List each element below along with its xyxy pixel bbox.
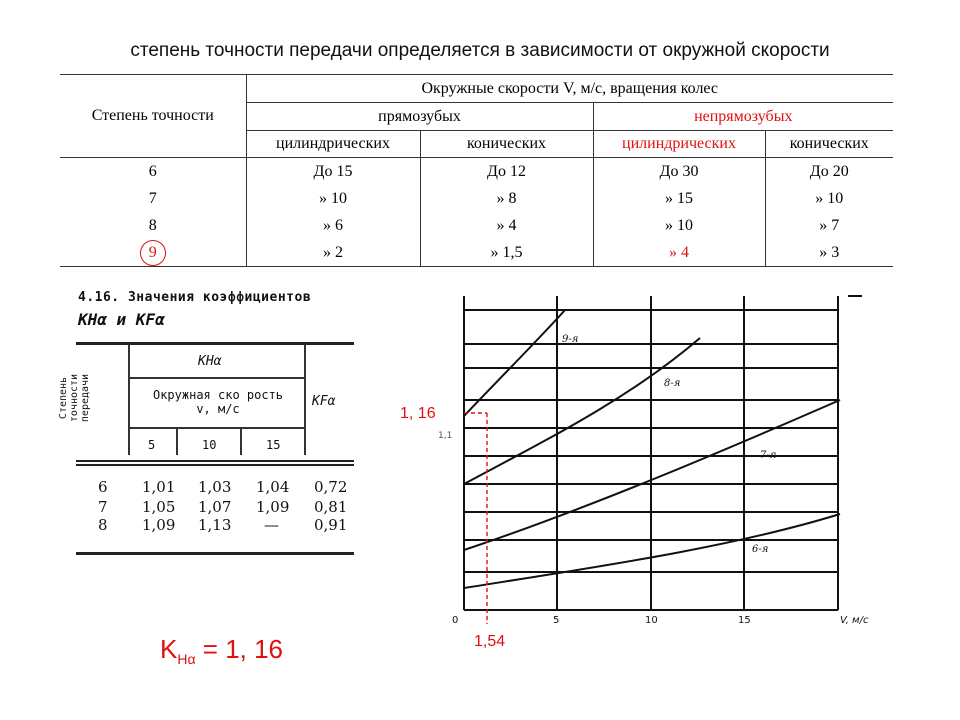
- con-non-v1: » 10: [815, 190, 844, 207]
- y-annotation: 1, 16: [400, 405, 436, 422]
- x-tick-10: 10: [645, 615, 658, 626]
- kh-graph: [400, 288, 900, 658]
- scan-grade-7: 7: [98, 498, 108, 516]
- scan-r0-v15: 1,04: [256, 478, 290, 496]
- grades-cell: [60, 158, 246, 267]
- col-con-nonstraight: [765, 158, 893, 267]
- con-straight-v3: » 1,5: [490, 244, 523, 261]
- scan-bottom-rule: [76, 552, 354, 555]
- x-annotation: 1,54: [474, 633, 506, 650]
- scan-hline-2: [128, 427, 304, 429]
- scan-r1-v15: 1,09: [256, 498, 290, 516]
- scanned-coefficient-table: [58, 288, 356, 558]
- col-con-straight: [420, 158, 593, 267]
- scan-r2-v5: 1,09: [142, 516, 176, 534]
- cyl-straight-v1: » 10: [319, 190, 347, 207]
- con-straight-v0: До 12: [487, 163, 526, 180]
- cyl-non-v0: До 30: [659, 163, 699, 180]
- scan-grade-8: 8: [98, 516, 108, 534]
- result-symbol: K: [160, 634, 178, 664]
- scan-r2-kf: 0,91: [314, 516, 348, 534]
- scan-vline-2: [304, 345, 306, 455]
- curve-label-9: 9-я: [562, 334, 579, 345]
- con-straight-v2: » 4: [496, 217, 517, 234]
- col-cyl-nonstraight: [593, 158, 765, 267]
- y-tick-fragment: 1,1: [438, 431, 453, 441]
- scan-caption-symbols: KHα и KFα: [78, 310, 165, 329]
- scan-speed-10: 10: [202, 438, 217, 452]
- cyl-nonstraight-header: цилиндрических: [593, 131, 765, 158]
- cyl-non-v1: » 15: [665, 190, 693, 207]
- x-axis-label: V, м/с: [840, 615, 869, 626]
- scan-r1-kf: 0,81: [314, 498, 348, 516]
- x-tick-15: 15: [738, 615, 751, 626]
- curve-label-7: 7-я: [760, 450, 777, 461]
- con-non-v0: До 20: [809, 163, 849, 180]
- cyl-straight-v0: До 15: [313, 163, 353, 180]
- scan-side-label: Степень точности передачи: [58, 373, 91, 423]
- result-value: = 1, 16: [195, 634, 284, 664]
- grade-7: 7: [148, 190, 157, 207]
- con-nonstraight-header: конических: [765, 131, 893, 158]
- straight-header: прямозубых: [246, 103, 593, 131]
- scan-r1-v10: 1,07: [198, 498, 232, 516]
- grade-9-circled: 9: [140, 240, 166, 266]
- nonstraight-header: непрямозубых: [593, 103, 893, 131]
- scan-speed-5: 5: [148, 438, 156, 452]
- grade-8: 8: [148, 217, 157, 234]
- col-cyl-straight: [246, 158, 420, 267]
- con-straight-v1: » 8: [496, 190, 517, 207]
- scan-hline-1: [128, 377, 304, 379]
- scan-r0-v5: 1,01: [142, 478, 176, 496]
- speed-table: [60, 74, 893, 267]
- grade-header: Степень точности: [60, 75, 246, 158]
- scan-kf-header: KFα: [312, 394, 336, 409]
- x-tick-0: 0: [452, 615, 459, 626]
- con-non-v2: » 7: [819, 217, 840, 234]
- scan-r0-v10: 1,03: [198, 478, 232, 496]
- scan-grade-6: 6: [98, 478, 108, 496]
- con-straight-header: конических: [420, 131, 593, 158]
- scan-vline-1: [128, 345, 130, 455]
- con-non-v3: » 3: [819, 244, 840, 261]
- scan-caption: 4.16. Значения коэффициентов: [78, 290, 312, 305]
- curve-8: [464, 338, 700, 484]
- cyl-non-v2: » 10: [665, 217, 693, 234]
- scan-top-rule: [76, 342, 354, 345]
- scan-r0-kf: 0,72: [314, 478, 348, 496]
- scan-speed-15: 15: [266, 438, 281, 452]
- scan-r1-v5: 1,05: [142, 498, 176, 516]
- speeds-header: Окружные скорости V, м/с, вращения колес: [246, 75, 893, 103]
- scan-kh-header: KHα: [198, 354, 222, 369]
- scan-mid-rule-2: [76, 464, 354, 466]
- scan-speed-label: Окружная ско рость v, м/с: [152, 388, 284, 416]
- x-tick-5: 5: [553, 615, 560, 626]
- scan-r2-v15: —: [264, 516, 279, 534]
- scan-r2-v10: 1,13: [198, 516, 232, 534]
- slide-title: степень точности передачи определяется в зависимости от окружной скорости: [130, 40, 830, 61]
- cyl-straight-header: цилиндрических: [246, 131, 420, 158]
- grade-6: 6: [148, 163, 157, 180]
- scan-vline-4: [240, 428, 242, 455]
- result-subscript: Hα: [177, 651, 196, 668]
- scan-vline-3: [176, 428, 178, 455]
- curve-label-8: 8-я: [664, 378, 681, 389]
- cyl-straight-v2: » 6: [323, 217, 343, 234]
- cyl-straight-v3: » 2: [323, 244, 343, 261]
- scan-mid-rule-1: [76, 460, 354, 462]
- result-formula: [160, 634, 283, 667]
- cyl-non-v3: » 4: [669, 244, 689, 261]
- curve-label-6: 6-я: [752, 544, 769, 555]
